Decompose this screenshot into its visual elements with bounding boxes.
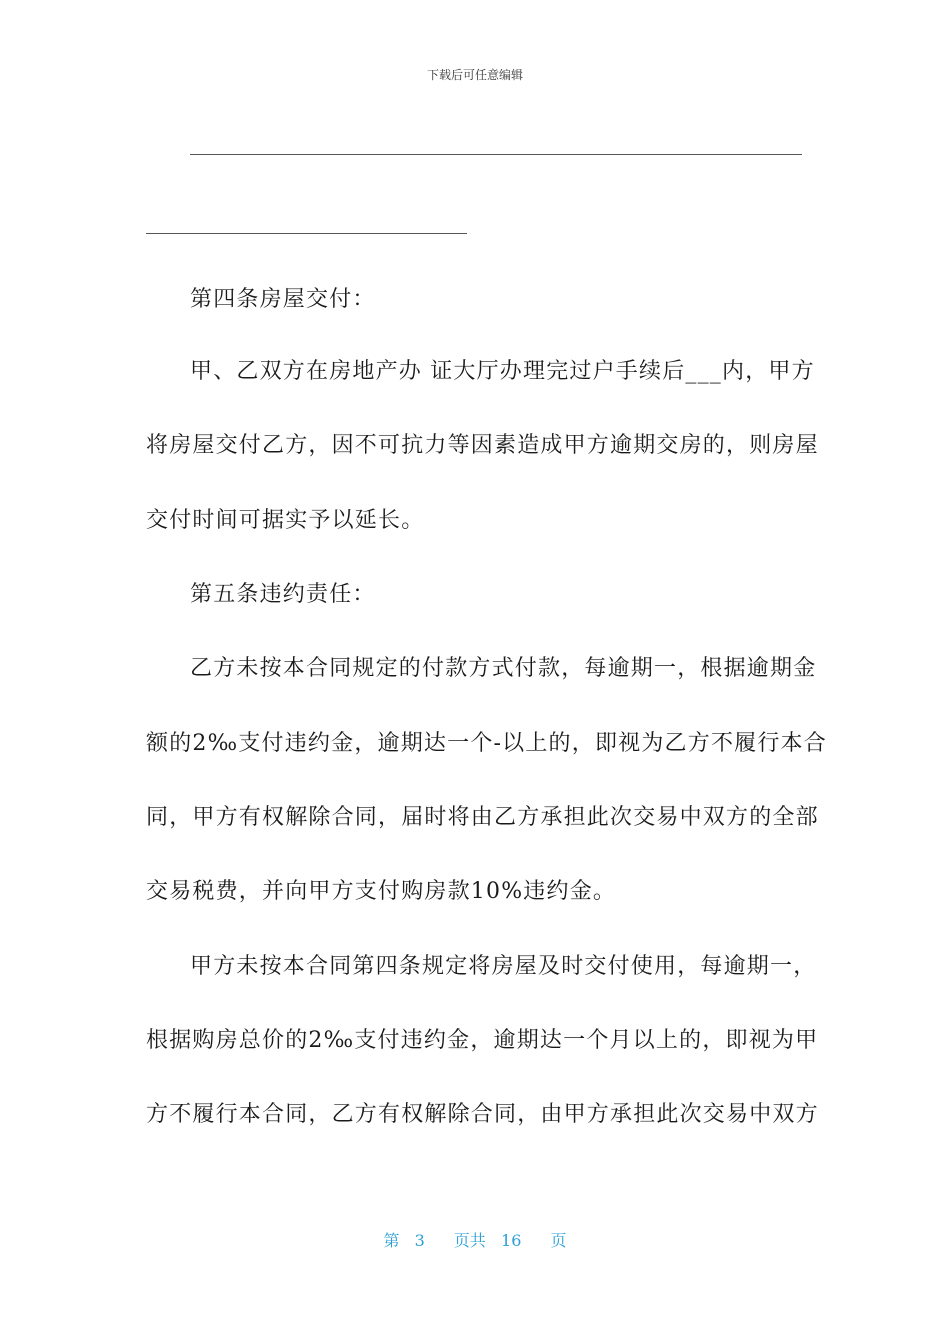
paragraph-line: 同，甲方有权解除合同，届时将由乙方承担此次交易中双方的全部 [146, 805, 819, 830]
page-header: 下载后可任意编辑 [426, 68, 523, 82]
paragraph-line: 甲方未按本合同第四条规定将房屋及时交付使用，每逾期一， [190, 954, 817, 979]
footer-total-pages: 16 [501, 1231, 522, 1250]
paragraph-line: 方不履行本合同，乙方有权解除合同，由甲方承担此次交易中双方 [146, 1102, 819, 1127]
paragraph-line: 乙方未按本合同规定的付款方式付款，每逾期一，根据逾期金 [190, 656, 817, 681]
footer-page-number: 3 [414, 1231, 425, 1250]
footer-middle: 页共 [453, 1231, 486, 1250]
paragraph-line: 交付时间可据实予以延长。 [146, 508, 425, 533]
paragraph-line: 甲、乙双方在房地产办 证大厅办理完过户手续后___内，甲方 [190, 359, 815, 384]
page-footer [0, 1228, 950, 1251]
footer-prefix: 第 [383, 1231, 400, 1250]
paragraph-line: 额的2‰支付违约金，逾期达一个-以上的，即视为乙方不履行本合 [146, 731, 827, 756]
paragraph-line: 交易税费，并向甲方支付购房款10%违约金。 [146, 879, 617, 904]
fill-in-blank-line [190, 154, 802, 155]
article-5-heading: 第五条违约责任： [190, 582, 376, 607]
fill-in-blank-line [146, 233, 467, 234]
paragraph-line: 根据购房总价的2‰支付违约金，逾期达一个月以上的，即视为甲 [146, 1028, 819, 1053]
paragraph-line: 将房屋交付乙方，因不可抗力等因素造成甲方逾期交房的，则房屋 [146, 433, 819, 458]
article-4-heading: 第四条房屋交付： [190, 287, 376, 312]
footer-suffix: 页 [550, 1231, 567, 1250]
